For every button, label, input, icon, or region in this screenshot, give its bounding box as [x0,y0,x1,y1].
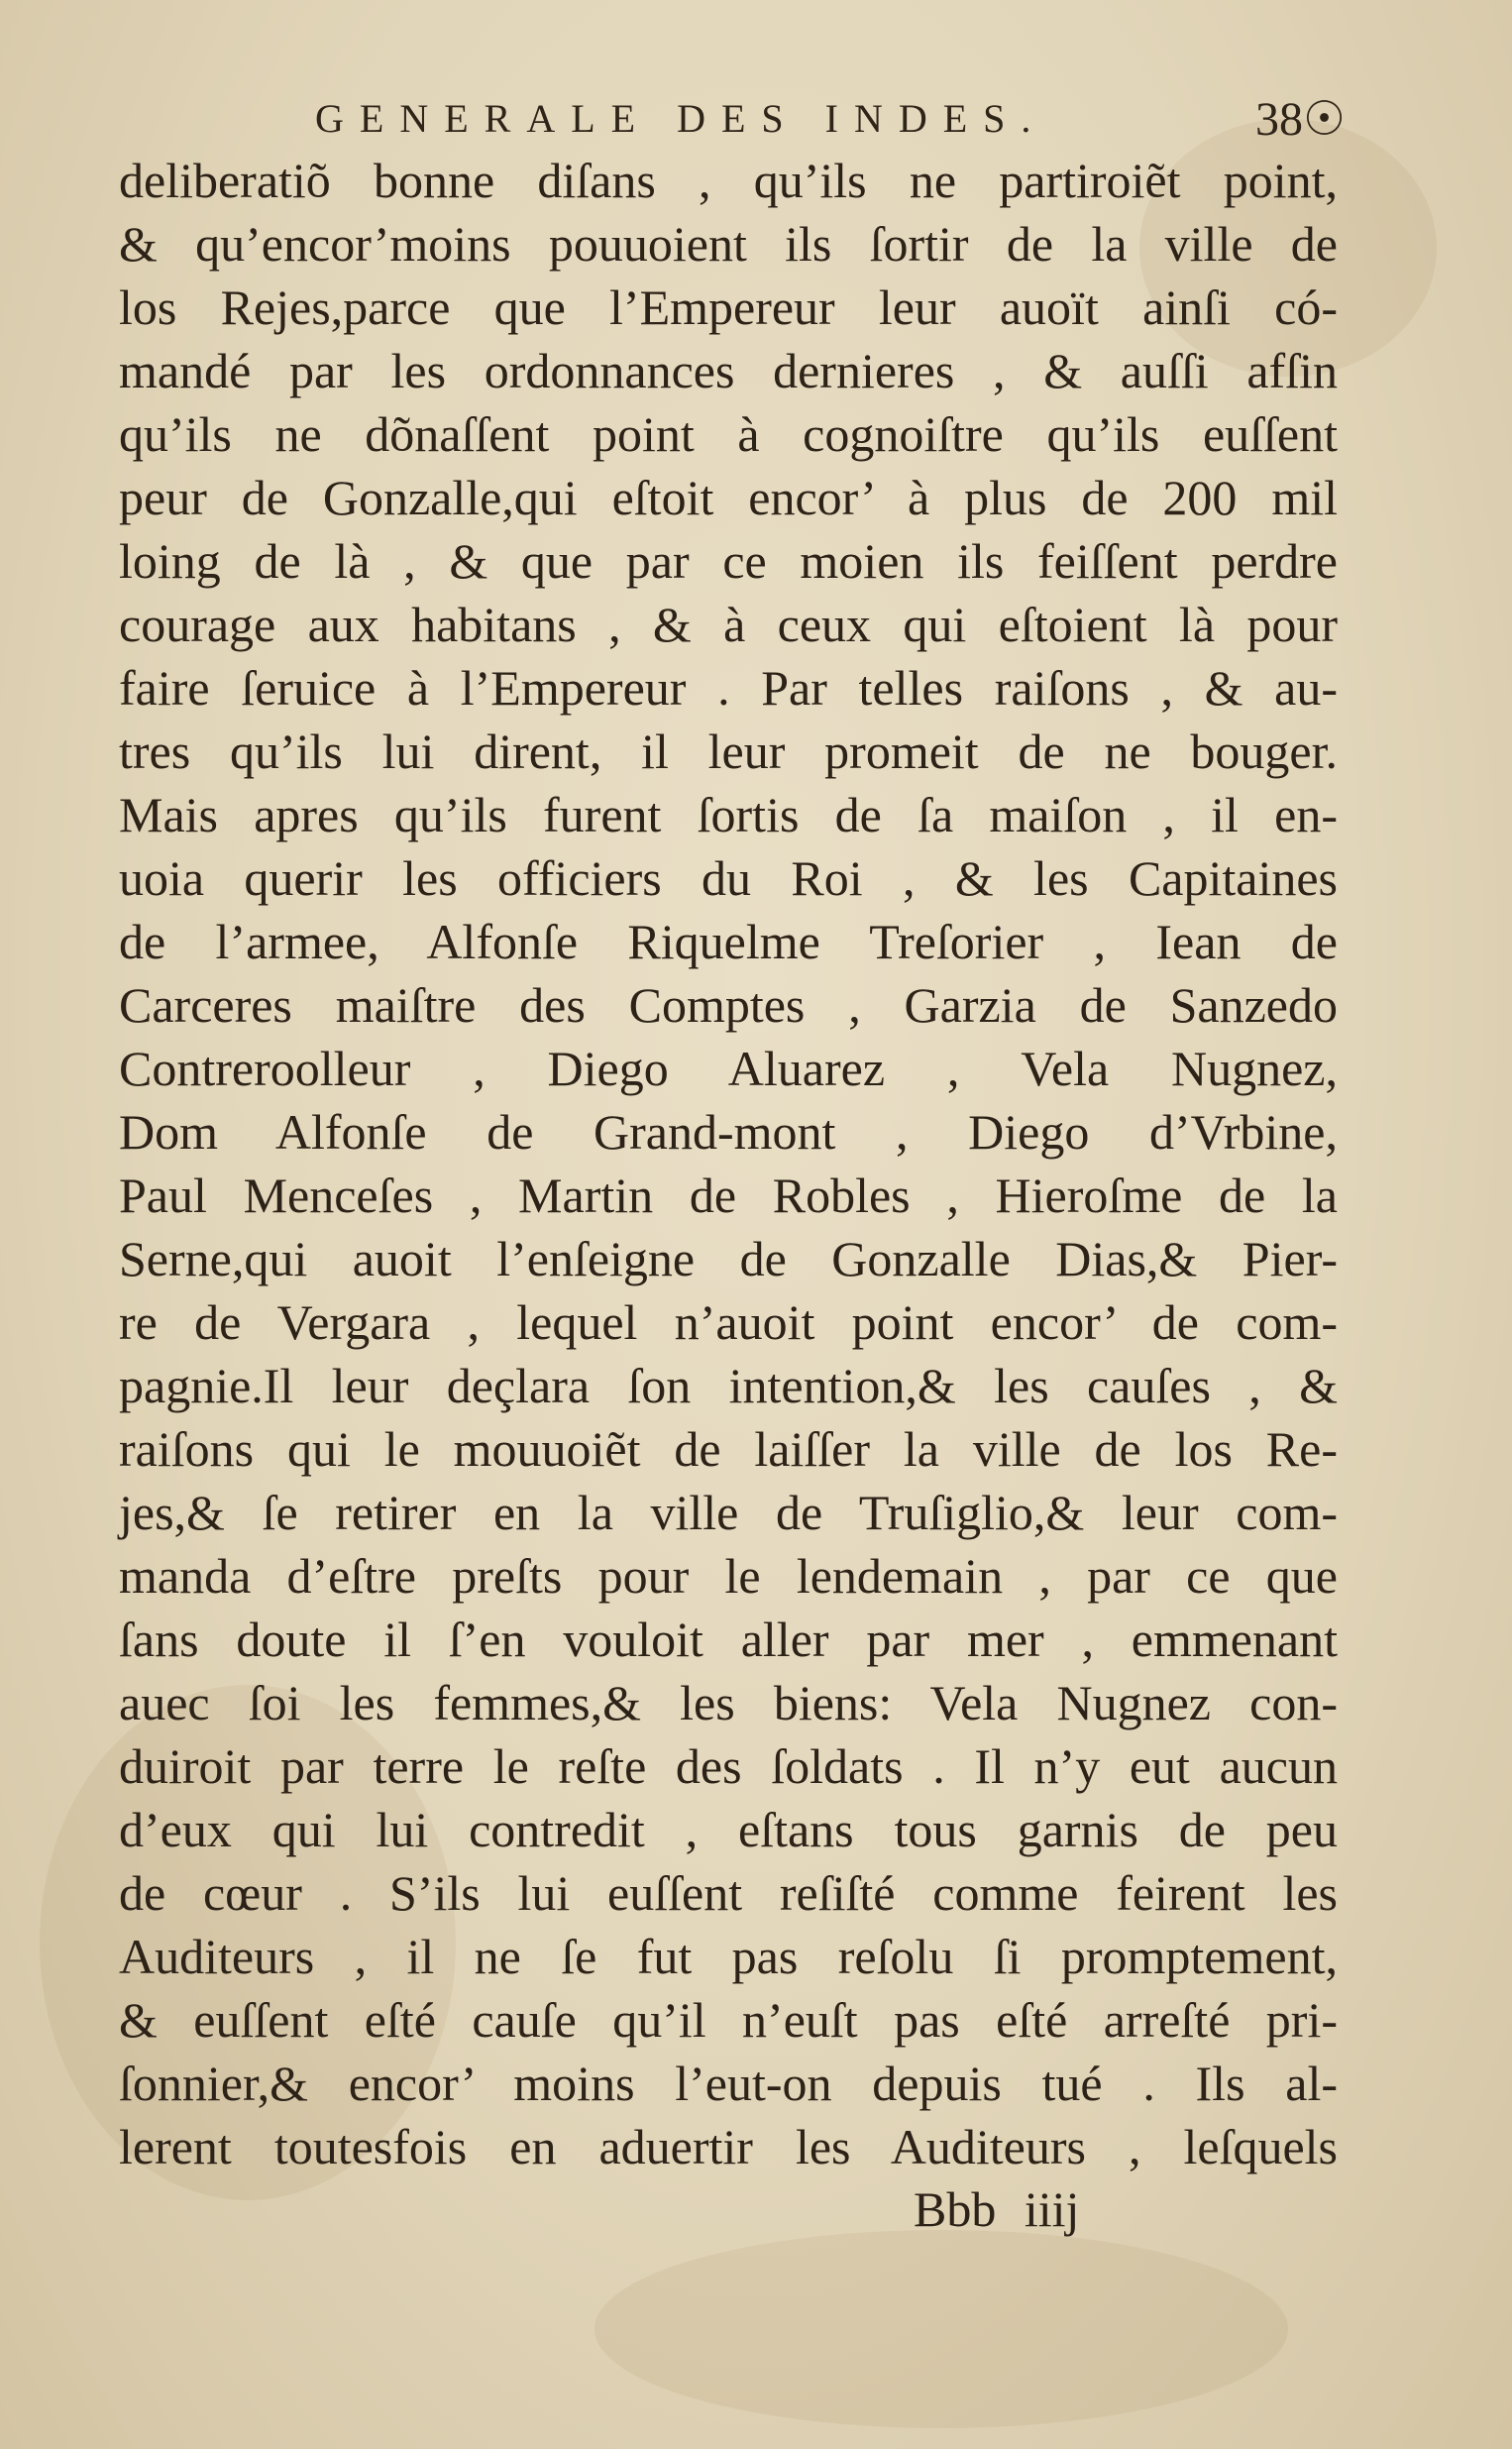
text-line: jes,& ſe retirer en la ville de Truſiglio,& leur com- [119,1485,1338,1540]
paper-stain [594,2230,1288,2428]
text-line: Paul Menceſes , Martin de Robles , Hieroſme de la [119,1168,1338,1223]
text-line: Serne,qui auoit l’enſeigne de Gonzalle Dias,& Pier- [119,1231,1338,1286]
text-line: lerent toutesfois en aduertir les Auditeurs , leſquels [119,2119,1338,2174]
text-line: loing de là , & que par ce moien ils feiſſent perdre [119,533,1338,589]
text-line: re de Vergara , lequel n’auoit point encor’ de com- [119,1294,1338,1350]
text-line: peur de Gonzalle,qui eſtoit encor’ à plus de 200 mil [119,470,1338,525]
text-line: qu’ils ne dõnaſſent point à cognoiſtre qu’ils euſſent [119,406,1338,462]
page-number: 38☉ [1254,93,1346,146]
text-line: courage aux habitans , & à ceux qui eſtoient là pour [119,597,1338,652]
text-line: uoia querir les officiers du Roi , & les Capitaines [119,850,1338,906]
text-line: Carceres maiſtre des Comptes , Garzia de Sanzedo [119,977,1338,1033]
text-line: deliberatiõ bonne diſans , qu’ils ne partiroiẽt point, [119,153,1338,208]
text-line: faire ſeruice à l’Empereur . Par telles raiſons , & au- [119,660,1338,716]
text-line: Mais apres qu’ils furent ſortis de ſa maiſon , il en- [119,787,1338,842]
text-line: de l’armee, Alfonſe Riquelme Treſorier , Iean de [119,914,1338,969]
running-head: GENERALE DES INDES. [315,96,1047,141]
text-line: & qu’encor’moins pouuoient ils ſortir de la ville de [119,216,1338,272]
text-line: Contreroolleur , Diego Aluarez , Vela Nugnez, [119,1041,1338,1096]
text-line: tres qu’ils lui dirent, il leur promeit de ne bouger. [119,724,1338,779]
text-line: manda d’eſtre preſts pour le lendemain , par ce que [119,1548,1338,1604]
text-line: raiſons qui le mouuoiẽt de laiſſer la ville de los Re- [119,1421,1338,1477]
signature-mark: Bbb iiij [914,2181,1080,2237]
text-line: auec ſoi les femmes,& les biens: Vela Nugnez con- [119,1675,1338,1730]
text-line: pagnie.Il leur deçlara ſon intention,& les cauſes , & [119,1358,1338,1413]
text-line: ſans doute il ſ’en vouloit aller par mer , emmenant [119,1612,1338,1667]
text-line: mandé par les ordonnances dernieres , & auſſi afſin [119,343,1338,398]
text-line: d’eux qui lui contredit , eſtans tous garnis de peu [119,1802,1338,1857]
text-line: Dom Alfonſe de Grand-mont , Diego d’Vrbine, [119,1104,1338,1160]
text-line: duiroit par terre le reſte des ſoldats . Il n’y eut aucun [119,1738,1338,1794]
text-line: ſonnier,& encor’ moins l’eut-on depuis tué . Ils al- [119,2056,1338,2111]
text-line: & euſſent eſté cauſe qu’il n’euſt pas eſté arreſté pri- [119,1992,1338,2048]
text-line: Auditeurs , il ne ſe fut pas reſolu ſi promptement, [119,1929,1338,1984]
page-header [315,91,1346,151]
text-line: los Rejes,parce que l’Empereur leur auoït ainſi có- [119,279,1338,335]
text-line: de cœur . S’ils lui euſſent reſiſté comme feirent les [119,1865,1338,1921]
body-text [119,149,1338,2178]
